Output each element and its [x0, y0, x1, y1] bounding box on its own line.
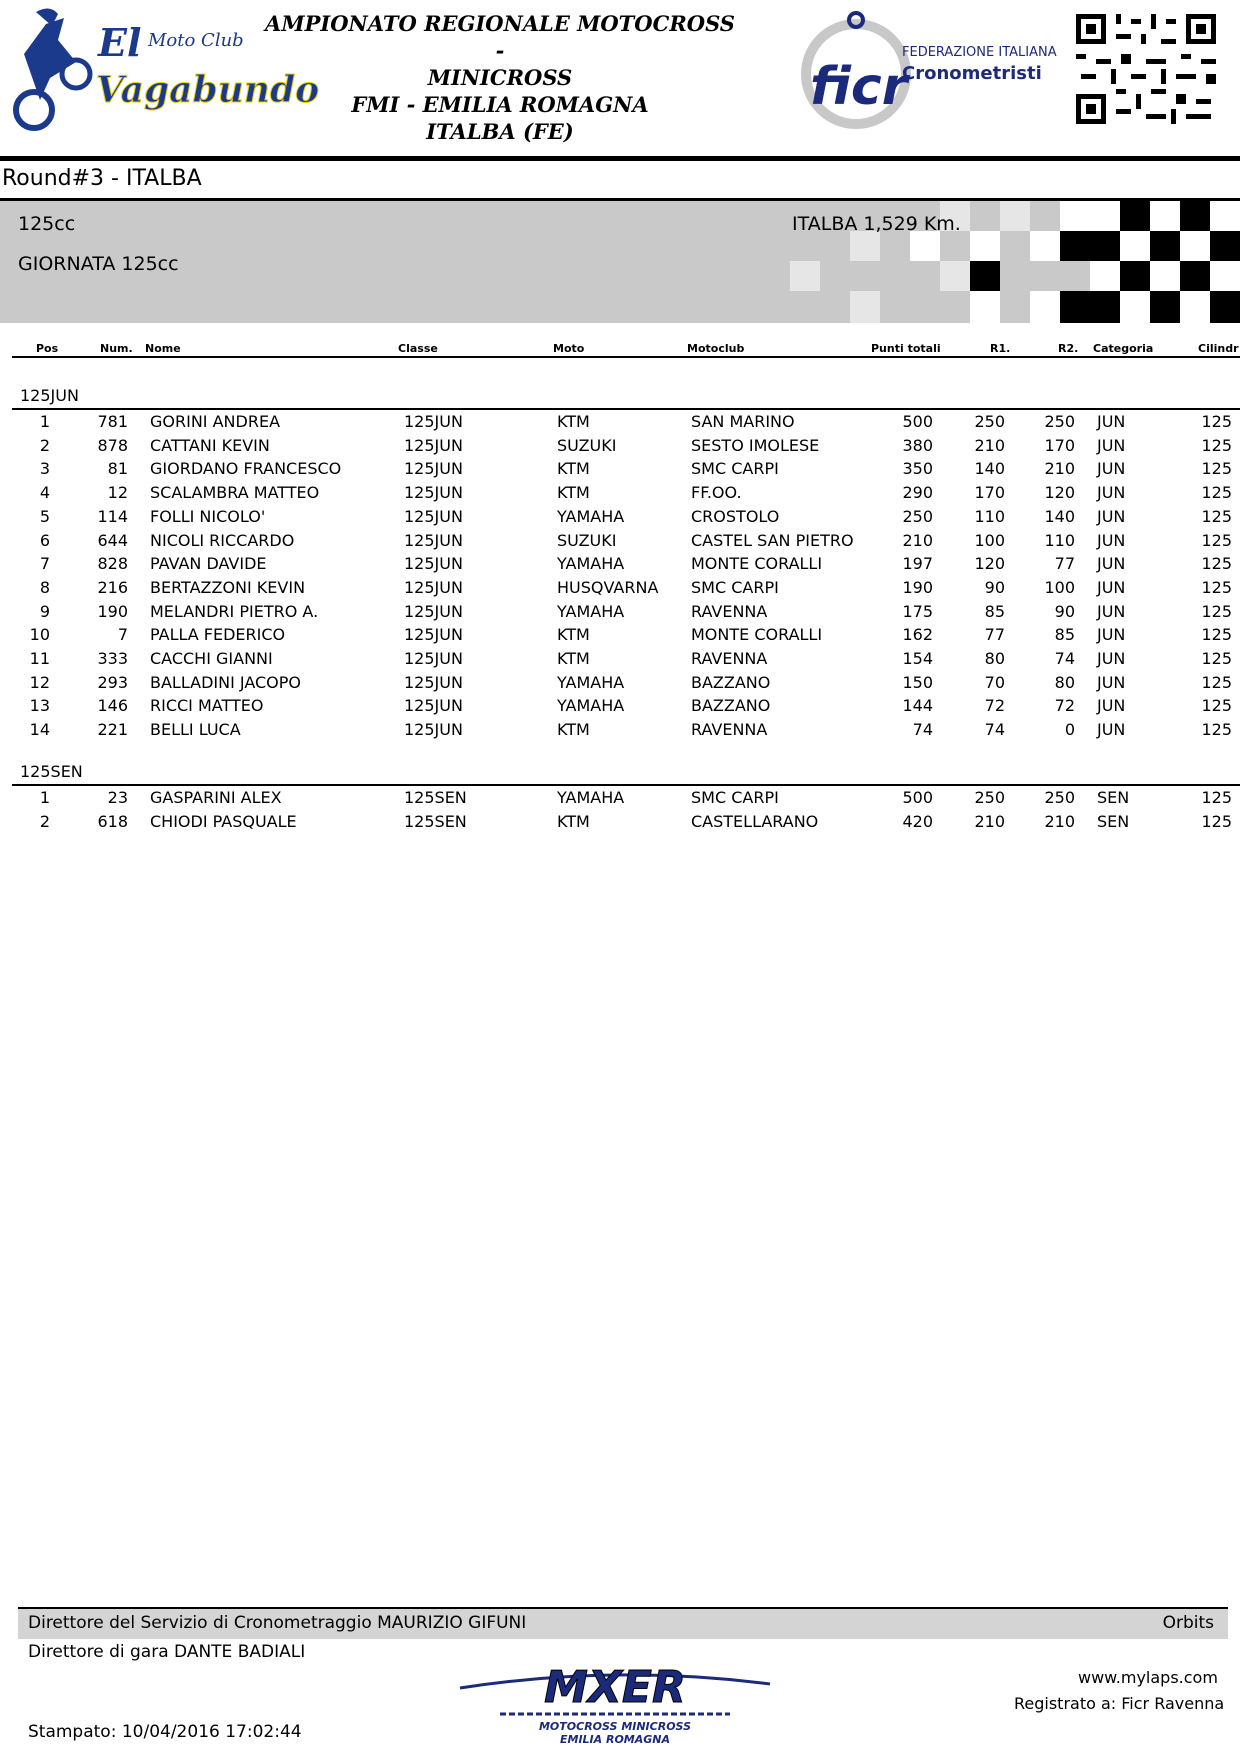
col-category: Categoria — [1093, 342, 1154, 355]
number-cell: 781 — [97, 412, 128, 431]
col-club: Motoclub — [687, 342, 745, 355]
class-cell: 125JUN — [404, 459, 463, 479]
club-cell: RAVENNA — [691, 601, 768, 621]
bike-cell: KTM — [557, 811, 590, 831]
displacement-cell: 125 — [1201, 483, 1232, 503]
rider-name-cell: BALLADINI JACOPO — [150, 672, 301, 692]
class-banner — [0, 198, 1240, 323]
group-label: 125SEN — [20, 761, 83, 781]
club-cell: MONTE CORALLI — [691, 554, 823, 574]
club-cell: FF.OO. — [691, 483, 742, 503]
title-line-1: AMPIONATO REGIONALE MOTOCROSS - — [265, 11, 735, 63]
category-cell: JUN — [1097, 649, 1126, 668]
total-points-cell: 500 — [902, 787, 933, 807]
club-cell: CROSTOLO — [691, 506, 780, 526]
table-row — [0, 810, 1240, 834]
rider-name-cell: PAVAN DAVIDE — [150, 554, 267, 574]
club-cell: RAVENNA — [691, 720, 768, 740]
race1-points-cell: 77 — [984, 625, 1005, 645]
displacement-cell: 125 — [1201, 787, 1232, 807]
pos-cell: 5 — [39, 506, 50, 526]
category-cell: SEN — [1097, 787, 1130, 807]
class-cell: 125JUN — [404, 601, 463, 621]
category-cell: JUN — [1097, 554, 1126, 574]
svg-text:FEDERAZIONE ITALIANA: FEDERAZIONE ITALIANA — [902, 45, 1057, 60]
category-cell: JUN — [1097, 435, 1126, 455]
bike-cell: KTM — [557, 412, 590, 431]
website-link[interactable]: www.mylaps.com — [1078, 1668, 1218, 1687]
rider-name-cell: MELANDRI PIETRO A. — [150, 601, 319, 621]
total-points-cell: 190 — [902, 577, 933, 597]
total-points-cell: 144 — [902, 696, 933, 716]
displacement-cell: 125 — [1201, 625, 1232, 645]
bike-cell: KTM — [557, 459, 590, 479]
table-row — [0, 505, 1240, 529]
round-title: Round#3 - ITALBA — [2, 166, 202, 191]
total-points-cell: 74 — [912, 720, 933, 740]
race2-points-cell: 85 — [1054, 625, 1075, 645]
registration-info: Registrato a: Ficr Ravenna — [1014, 1694, 1225, 1713]
svg-text:Vagabundo: Vagabundo — [96, 69, 320, 111]
table-row — [0, 647, 1240, 671]
total-points-cell: 290 — [902, 483, 933, 503]
displacement-cell: 125 — [1201, 412, 1232, 431]
displacement-cell: 125 — [1201, 506, 1232, 526]
race2-points-cell: 110 — [1044, 530, 1075, 550]
category-cell: JUN — [1097, 720, 1126, 740]
col-class: Classe — [398, 342, 438, 355]
rider-name-cell: GIORDANO FRANCESCO — [150, 459, 342, 479]
bike-cell: KTM — [557, 625, 590, 645]
bike-cell: KTM — [557, 483, 590, 503]
timing-director: Direttore del Servizio di Cronometraggio MAURIZIO GIFUNI — [28, 1613, 527, 1633]
ficr-logo — [800, 4, 1057, 134]
col-pos: Pos — [36, 342, 59, 355]
club-logo — [6, 4, 320, 134]
race2-points-cell: 170 — [1044, 435, 1075, 455]
table-row — [0, 434, 1240, 458]
race1-points-cell: 70 — [984, 672, 1005, 692]
total-points-cell: 154 — [902, 649, 933, 668]
total-points-cell: 380 — [902, 435, 933, 455]
footer-band — [18, 1607, 1228, 1639]
svg-text:MXER: MXER — [544, 1662, 686, 1713]
category-cell: JUN — [1097, 506, 1126, 526]
header-divider — [0, 156, 1240, 161]
race-director: Direttore di gara DANTE BADIALI — [28, 1642, 306, 1662]
number-cell: 23 — [107, 787, 128, 807]
day-name: GIORNATA 125cc — [18, 253, 179, 275]
rider-name-cell: SCALAMBRA MATTEO — [150, 483, 320, 503]
col-name: Nome — [145, 342, 181, 355]
total-points-cell: 150 — [902, 672, 933, 692]
class-cell: 125JUN — [404, 625, 463, 645]
club-cell: SMC CARPI — [691, 577, 779, 597]
category-cell: JUN — [1097, 483, 1126, 503]
race2-points-cell: 210 — [1044, 811, 1075, 831]
table-row — [0, 410, 1240, 434]
rider-name-cell: GASPARINI ALEX — [150, 787, 282, 807]
rider-name-cell: PALLA FEDERICO — [150, 625, 286, 645]
race2-points-cell: 100 — [1044, 577, 1075, 597]
race2-points-cell: 80 — [1054, 672, 1075, 692]
number-cell: 644 — [97, 530, 128, 550]
number-cell: 81 — [107, 459, 128, 479]
race1-points-cell: 210 — [974, 811, 1005, 831]
race1-points-cell: 210 — [974, 435, 1005, 455]
pos-cell: 12 — [29, 672, 50, 692]
displacement-cell: 125 — [1201, 720, 1232, 740]
displacement-cell: 125 — [1201, 811, 1232, 831]
col-num: Num. — [100, 342, 133, 355]
total-points-cell: 350 — [902, 459, 933, 479]
race1-points-cell: 80 — [984, 649, 1005, 668]
table-row — [0, 576, 1240, 600]
category-cell: JUN — [1097, 412, 1126, 431]
pos-cell: 14 — [29, 720, 50, 740]
rider-name-cell: BELLI LUCA — [150, 720, 241, 740]
total-points-cell: 175 — [902, 601, 933, 621]
total-points-cell: 500 — [902, 412, 933, 431]
number-cell: 221 — [97, 720, 128, 740]
bike-cell: YAMAHA — [557, 601, 625, 621]
category-cell: JUN — [1097, 459, 1126, 479]
svg-text:El: El — [98, 20, 142, 65]
pos-cell: 13 — [29, 696, 50, 716]
table-row — [0, 552, 1240, 576]
number-cell: 146 — [97, 696, 128, 716]
race1-points-cell: 72 — [984, 696, 1005, 716]
category-cell: JUN — [1097, 601, 1126, 621]
class-cell: 125SEN — [404, 787, 467, 807]
bike-cell: HUSQVARNA — [557, 577, 659, 597]
race1-points-cell: 250 — [974, 787, 1005, 807]
col-r2: R2. — [1058, 342, 1079, 355]
total-points-cell: 210 — [902, 530, 933, 550]
category-cell: SEN — [1097, 811, 1130, 831]
number-cell: 114 — [97, 506, 128, 526]
class-cell: 125SEN — [404, 811, 467, 831]
col-points: Punti totali — [871, 342, 941, 355]
rider-name-cell: CATTANI KEVIN — [150, 435, 270, 455]
total-points-cell: 250 — [902, 506, 933, 526]
class-cell: 125JUN — [404, 554, 463, 574]
rider-name-cell: BERTAZZONI KEVIN — [150, 577, 306, 597]
rider-name-cell: GORINI ANDREA — [150, 412, 281, 431]
number-cell: 7 — [117, 625, 128, 645]
race2-points-cell: 74 — [1054, 649, 1075, 668]
title-line-4: ITALBA (FE) — [426, 119, 574, 144]
number-cell: 618 — [97, 811, 128, 831]
pos-cell: 2 — [39, 811, 50, 831]
qr-code-icon — [1076, 14, 1216, 124]
bike-cell: YAMAHA — [557, 696, 625, 716]
pos-cell: 2 — [39, 435, 50, 455]
group-label: 125JUN — [20, 386, 79, 405]
club-cell: CASTELLARANO — [691, 811, 819, 831]
club-cell: CASTEL SAN PIETRO — [691, 530, 854, 550]
race2-points-cell: 140 — [1044, 506, 1075, 526]
race2-points-cell: 120 — [1044, 483, 1075, 503]
race2-points-cell: 210 — [1044, 459, 1075, 479]
pos-cell: 10 — [29, 625, 50, 645]
table-row — [0, 694, 1240, 718]
bike-cell: SUZUKI — [557, 435, 617, 455]
class-cell: 125JUN — [404, 672, 463, 692]
table-row — [0, 529, 1240, 553]
bike-cell: SUZUKI — [557, 530, 617, 550]
svg-text:EMILIA ROMAGNA: EMILIA ROMAGNA — [559, 1733, 671, 1746]
col-moto: Moto — [553, 342, 585, 355]
pos-cell: 8 — [39, 577, 50, 597]
class-cell: 125JUN — [404, 483, 463, 503]
displacement-cell: 125 — [1201, 649, 1232, 668]
displacement-cell: 125 — [1201, 601, 1232, 621]
table-row — [0, 623, 1240, 647]
race1-points-cell: 74 — [984, 720, 1005, 740]
class-cell: 125JUN — [404, 649, 463, 668]
total-points-cell: 162 — [902, 625, 933, 645]
svg-text:ficr: ficr — [810, 57, 908, 117]
category-cell: JUN — [1097, 577, 1126, 597]
pos-cell: 6 — [39, 530, 50, 550]
number-cell: 878 — [97, 435, 128, 455]
class-cell: 125JUN — [404, 506, 463, 526]
class-cell: 125JUN — [404, 435, 463, 455]
race2-points-cell: 90 — [1054, 601, 1075, 621]
title-line-2: MINICROSS — [427, 65, 573, 90]
race1-points-cell: 100 — [974, 530, 1005, 550]
svg-text:Moto Club: Moto Club — [148, 30, 244, 51]
class-cell: 125JUN — [404, 696, 463, 716]
category-cell: JUN — [1097, 696, 1126, 716]
bike-cell: KTM — [557, 720, 590, 740]
race1-points-cell: 250 — [974, 412, 1005, 431]
race1-points-cell: 110 — [974, 506, 1005, 526]
class-cell: 125JUN — [404, 412, 463, 431]
club-cell: SMC CARPI — [691, 787, 779, 807]
timing-system: Orbits — [1162, 1613, 1214, 1633]
club-cell: MONTE CORALLI — [691, 625, 823, 645]
race1-points-cell: 85 — [984, 601, 1005, 621]
number-cell: 190 — [97, 601, 128, 621]
rider-name-cell: FOLLI NICOLO' — [150, 506, 266, 526]
bike-cell: YAMAHA — [557, 506, 625, 526]
svg-text:Cronometristi: Cronometristi — [902, 63, 1042, 84]
class-name: 125cc — [18, 213, 76, 235]
category-cell: JUN — [1097, 672, 1126, 692]
col-r1: R1. — [990, 342, 1011, 355]
title-line-3: FMI - EMILIA ROMAGNA — [351, 92, 649, 117]
race2-points-cell: 77 — [1054, 554, 1075, 574]
track-info: ITALBA 1,529 Km. — [792, 213, 961, 235]
pos-cell: 3 — [39, 459, 50, 479]
pos-cell: 7 — [39, 554, 50, 574]
rider-name-cell: CACCHI GIANNI — [150, 649, 273, 668]
table-header — [12, 340, 1240, 358]
rider-name-cell: RICCI MATTEO — [150, 696, 264, 716]
table-row — [0, 600, 1240, 624]
race1-points-cell: 170 — [974, 483, 1005, 503]
pos-cell: 11 — [29, 649, 50, 668]
print-timestamp: Stampato: 10/04/2016 17:02:44 — [28, 1722, 302, 1742]
category-cell: JUN — [1097, 530, 1126, 550]
race1-points-cell: 140 — [974, 459, 1005, 479]
displacement-cell: 125 — [1201, 459, 1232, 479]
rider-name-cell: CHIODI PASQUALE — [150, 811, 297, 831]
club-cell: SAN MARINO — [691, 412, 795, 431]
bike-cell: YAMAHA — [557, 672, 625, 692]
race2-points-cell: 72 — [1054, 696, 1075, 716]
displacement-cell: 125 — [1201, 672, 1232, 692]
bike-cell: YAMAHA — [557, 554, 625, 574]
club-cell: SESTO IMOLESE — [691, 435, 820, 455]
race2-points-cell: 250 — [1044, 787, 1075, 807]
total-points-cell: 197 — [902, 554, 933, 574]
number-cell: 216 — [97, 577, 128, 597]
championship-title — [260, 10, 740, 145]
table-row — [0, 786, 1240, 810]
displacement-cell: 125 — [1201, 696, 1232, 716]
displacement-cell: 125 — [1201, 435, 1232, 455]
total-points-cell: 420 — [902, 811, 933, 831]
number-cell: 828 — [97, 554, 128, 574]
pos-cell: 1 — [39, 787, 50, 807]
mxer-logo — [440, 1644, 790, 1744]
club-cell: BAZZANO — [691, 672, 771, 692]
race1-points-cell: 90 — [984, 577, 1005, 597]
number-cell: 293 — [97, 672, 128, 692]
table-row — [0, 481, 1240, 505]
displacement-cell: 125 — [1201, 554, 1232, 574]
race2-points-cell: 250 — [1044, 412, 1075, 431]
race1-points-cell: 120 — [974, 554, 1005, 574]
club-cell: SMC CARPI — [691, 459, 779, 479]
club-cell: BAZZANO — [691, 696, 771, 716]
category-cell: JUN — [1097, 625, 1126, 645]
number-cell: 333 — [97, 649, 128, 668]
displacement-cell: 125 — [1201, 530, 1232, 550]
pos-cell: 9 — [39, 601, 50, 621]
table-row — [0, 457, 1240, 481]
bike-cell: YAMAHA — [557, 787, 625, 807]
svg-text:MOTOCROSS MINICROSS: MOTOCROSS MINICROSS — [538, 1720, 692, 1733]
col-cc: Cilindr — [1198, 342, 1239, 355]
rider-name-cell: NICOLI RICCARDO — [150, 530, 295, 550]
club-cell: RAVENNA — [691, 649, 768, 668]
table-row — [0, 718, 1240, 742]
race2-points-cell: 0 — [1064, 720, 1075, 740]
number-cell: 12 — [107, 483, 128, 503]
class-cell: 125JUN — [404, 577, 463, 597]
bike-cell: KTM — [557, 649, 590, 668]
class-cell: 125JUN — [404, 720, 463, 740]
table-row — [0, 671, 1240, 695]
displacement-cell: 125 — [1201, 577, 1232, 597]
class-cell: 125JUN — [404, 530, 463, 550]
pos-cell: 4 — [39, 483, 50, 503]
pos-cell: 1 — [39, 412, 50, 431]
